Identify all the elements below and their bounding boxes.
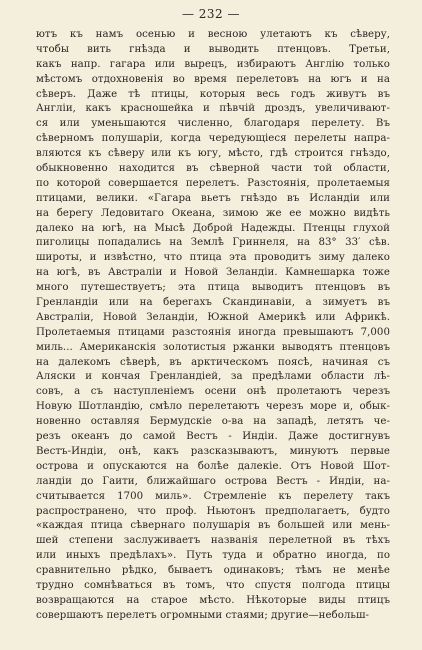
body-text (36, 28, 390, 624)
text-line: чтобы вить гнѣзда и выводить птенцовъ. Третьи, (36, 43, 390, 55)
text-line: Новую Шотландію, смѣло перелетаютъ черезъ море и, обык- (36, 401, 390, 413)
text-line: совершаютъ перелетъ огромными стаями; другие—небольш- (36, 609, 370, 621)
text-line: широты, и извѣстно, что птица эта проводитъ зиму далеко (36, 252, 390, 264)
text-line: вляются къ сѣверу или къ югу, мѣсто, гдѣ строится гнѣздо, (36, 148, 390, 160)
text-line: резъ океанъ до самой Вестъ - Индіи. Даже достигнувъ (36, 431, 390, 443)
text-line: или иныхъ предѣлахъ». Путь туда и обратно иногда, по (36, 550, 390, 562)
page-number: — 232 — (181, 7, 241, 21)
text-line: птицами, велики. «Гагара вьетъ гнѣздо въ Исландіи или (36, 192, 390, 204)
text-line: много путешествуетъ; эта птица выводитъ птенцовъ въ (36, 282, 390, 294)
text-line: по которой совершается перелетъ. Разстоянія, пролетаемыя (36, 177, 390, 189)
text-line: Пролетаемыя птицами разстоянія иногда превышаютъ 7,000 (36, 326, 390, 338)
text-line: Аляски и кончая Гренландіей, за предѣлами области лѣ- (36, 371, 390, 383)
text-line: новенно оставляя Бермудскіе о-ва на западѣ, летятъ че- (36, 416, 390, 428)
text-line: «каждая птица сѣвернаго полушарія въ большей или мень- (36, 520, 390, 532)
text-line: на далекомъ сѣверѣ, въ арктическомъ поясѣ, начиная съ (36, 356, 390, 368)
text-line: мѣстомъ отдохновенія во время перелетовъ на югъ и на (36, 73, 390, 85)
text-line: острова и опускаются на болѣе далекіе. Отъ Новой Шот- (36, 460, 390, 472)
text-line: далеко на югѣ, на Мысѣ Доброй Надежды. Птенцы глухой (36, 222, 390, 234)
text-line: обыкновенно находится въ сѣверной части той области, (36, 163, 390, 175)
text-line: ландіи до Гаити, ближайшаго острова Вестъ - Индіи, на- (36, 475, 390, 487)
text-line: совъ, а съ наступленіемъ осени онѣ пролетаютъ черезъ (36, 386, 390, 398)
text-line: на берегу Ледовитаго Океана, зимою же ее можно видѣть (36, 207, 390, 219)
text-line: миль... Американскія золотистыя ржанки выводятъ птенцовъ (36, 341, 390, 353)
text-line: пиголицы попадались на Землѣ Гриннеля, на 83° 33′ сѣв. (36, 237, 390, 249)
text-line: Гренландіи или на берегахъ Скандинавіи, а зимуетъ въ (36, 297, 390, 309)
text-line: ютъ къ намъ осенью и весною улетаютъ къ сѣверу, (36, 29, 390, 40)
text-line: какъ напр. гагара или вырецъ, избираютъ Англію только (36, 58, 390, 70)
text-line: возвращаются на старое мѣсто. Нѣкоторые виды птицъ (36, 594, 390, 606)
text-line: распространено, что проф. Ньютонъ предполагаетъ, будто (36, 505, 390, 517)
text-line: шей степени заслуживаетъ названія перелетной въ тѣхъ (36, 535, 390, 547)
text-line: сравнительно рѣдко, бываетъ одинаковъ; тѣмъ не менѣе (36, 565, 390, 577)
text-line: Англіи, какъ красношейка и пѣвчій дроздъ, увеличивают- (36, 103, 390, 115)
text-line: ся или уменьшаются численно, благодаря перелету. Въ (36, 118, 390, 130)
text-line: считывается 1700 миль». Стремленіе къ перелету такъ (36, 490, 390, 502)
text-line: Австраліи, Новой Зеландіи, Южной Америкѣ или Африкѣ. (36, 311, 390, 323)
text-line: на югѣ, въ Австраліи и Новой Зеландіи. Камнешарка тоже (36, 267, 390, 279)
text-line: сѣверномъ полушаріи, когда чередующіеся перелеты напра- (36, 133, 390, 145)
text-line: Вестъ-Индіи, онѣ, какъ разсказываютъ, минуютъ первые (36, 445, 390, 457)
text-line: сѣверъ. Даже тѣ птицы, которыя весь годъ живутъ въ (36, 88, 390, 100)
text-line: трудно сомнѣваться въ томъ, что спустя полгода птицы (36, 579, 390, 591)
